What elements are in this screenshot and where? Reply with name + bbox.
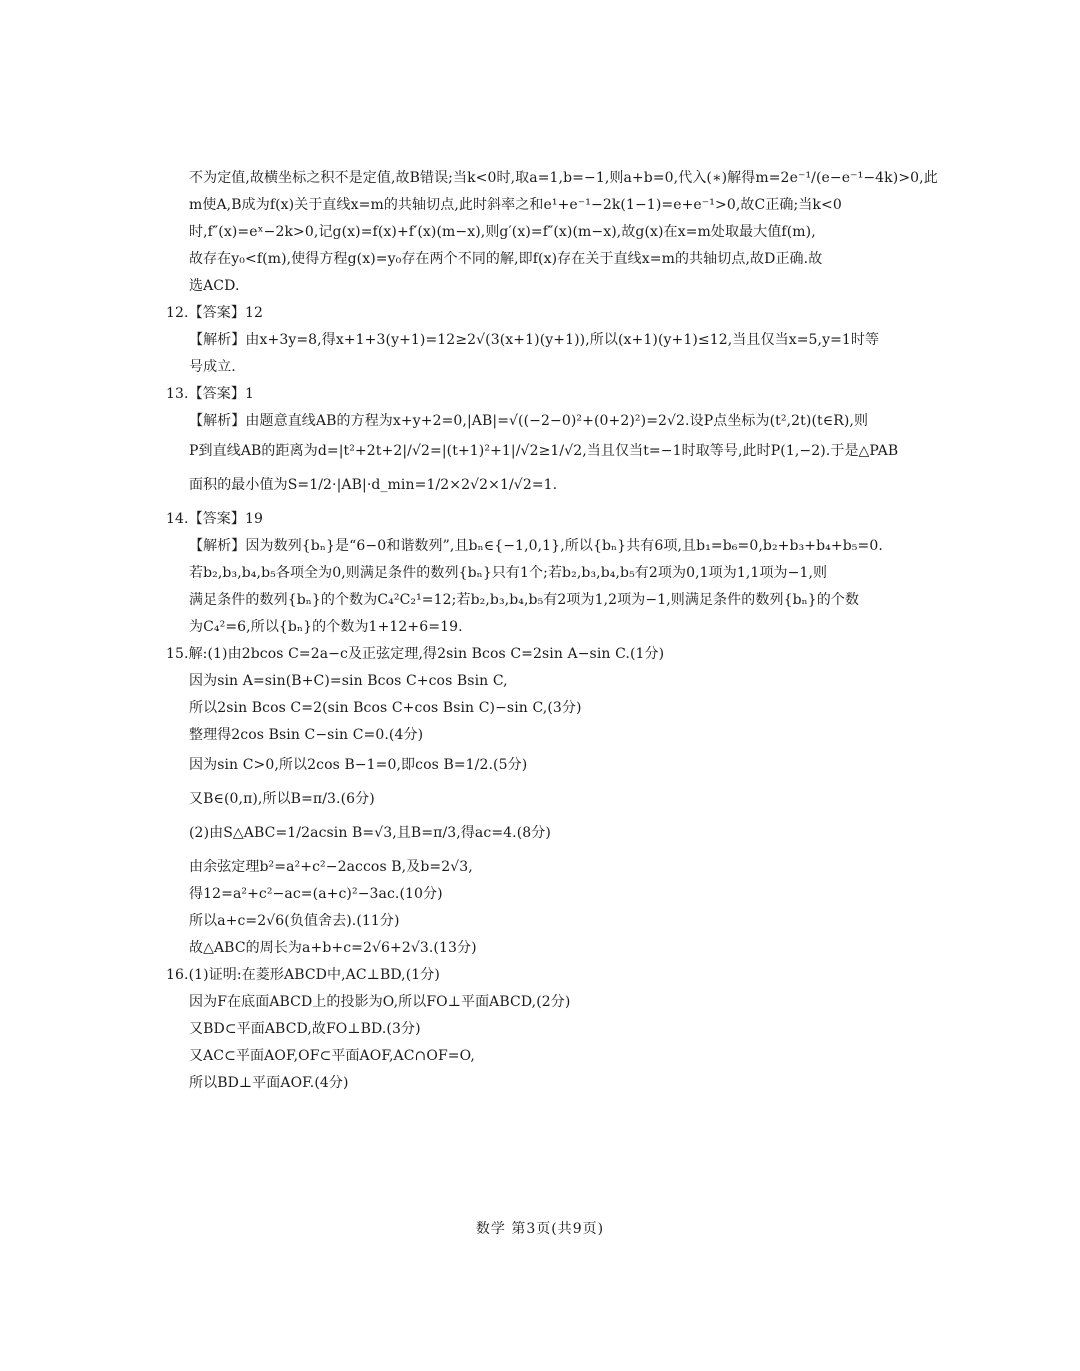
solution-line: 号成立. — [189, 359, 236, 375]
solution-line: 为C₄²=6,所以{bₙ}的个数为1+12+6=19. — [189, 619, 463, 635]
solution-line: 因为sin C>0,所以2cos B−1=0,即cos B=1/2.(5分) — [189, 757, 528, 773]
solution-line: 又B∈(0,π),所以B=π/3.(6分) — [189, 791, 375, 807]
solution-line: 所以2sin Bcos C=2(sin Bcos C+cos Bsin C)−sin C,(3分) — [189, 700, 582, 716]
solution-line: 故△ABC的周长为a+b+c=2√6+2√3.(13分) — [189, 940, 477, 956]
solution-line: 【解析】因为数列{bₙ}是“6−0和谐数列”,且bₙ∈{−1,0,1},所以{bₙ}共有6项,且b₁=b₆=0,b₂+b₃+b₄+b₅=0. — [189, 538, 883, 554]
solution-line: (2)由S△ABC=1/2acsin B=√3,且B=π/3,得ac=4.(8分) — [189, 825, 551, 841]
solution-line: 若b₂,b₃,b₄,b₅各项全为0,则满足条件的数列{bₙ}只有1个;若b₂,b₃,b₄,b₅有2项为0,1项为1,1项为−1,则 — [189, 565, 828, 581]
text-line: 时,f″(x)=eˣ−2k>0,记g(x)=f(x)+f′(x)(m−x),则g′(x)=f″(x)(m−x),故g(x)在x=m处取最大值f(m), — [189, 224, 816, 240]
solution-line: 由余弦定理b²=a²+c²−2accos B,及b=2√3, — [189, 859, 473, 875]
text-line: 不为定值,故横坐标之积不是定值,故B错误;当k<0时,取a=1,b=−1,则a+b=0,代入(∗)解得m=2e⁻¹/(e−e⁻¹−4k)>0,此 — [189, 170, 938, 186]
solution-line: 整理得2cos Bsin C−sin C=0.(4分) — [189, 727, 424, 743]
solution-line: 又BD⊂平面ABCD,故FO⊥BD.(3分) — [189, 1021, 421, 1037]
solution-line: 面积的最小值为S=1/2·|AB|·d_min=1/2×2√2×1/√2=1. — [189, 477, 558, 493]
solution-line: 又AC⊂平面AOF,OF⊂平面AOF,AC∩OF=O, — [189, 1048, 475, 1064]
problem-heading-16: 16.(1)证明:在菱形ABCD中,AC⊥BD,(1分) — [166, 967, 440, 983]
answer-heading-14: 14.【答案】19 — [166, 511, 263, 527]
solution-line: 所以BD⊥平面AOF.(4分) — [189, 1075, 349, 1091]
text-line: 选ACD. — [189, 278, 240, 294]
text-line: 故存在y₀<f(m),使得方程g(x)=y₀存在两个不同的解,即f(x)存在关于直线x=m的共轴切点,故D正确.故 — [189, 251, 823, 267]
solution-line: 因为sin A=sin(B+C)=sin Bcos C+cos Bsin C, — [189, 673, 508, 689]
page-footer: 数学 第3页(共9页) — [475, 1221, 605, 1237]
solution-line: 【解析】由题意直线AB的方程为x+y+2=0,|AB|=√((−2−0)²+(0+2)²)=2√2.设P点坐标为(t²,2t)(t∈R),则 — [189, 413, 869, 429]
solution-line: P到直线AB的距离为d=|t²+2t+2|/√2=|(t+1)²+1|/√2≥1/√2,当且仅当t=−1时取等号,此时P(1,−2).于是△PAB — [189, 443, 899, 459]
solution-line: 【解析】由x+3y=8,得x+1+3(y+1)=12≥2√(3(x+1)(y+1)),所以(x+1)(y+1)≤12,当且仅当x=5,y=1时等 — [189, 332, 880, 348]
solution-line: 因为F在底面ABCD上的投影为O,所以FO⊥平面ABCD,(2分) — [189, 994, 571, 1010]
answer-heading-12: 12.【答案】12 — [166, 305, 263, 321]
problem-heading-15: 15.解:(1)由2bcos C=2a−c及正弦定理,得2sin Bcos C=2sin A−sin C.(1分) — [166, 646, 665, 662]
text-line: m使A,B成为f(x)关于直线x=m的共轴切点,此时斜率之和e¹+e⁻¹−2k(1−1)=e+e⁻¹>0,故C正确;当k<0 — [189, 197, 842, 213]
solution-line: 所以a+c=2√6(负值舍去).(11分) — [189, 913, 400, 929]
answer-heading-13: 13.【答案】1 — [166, 386, 254, 402]
solution-line: 得12=a²+c²−ac=(a+c)²−3ac.(10分) — [189, 886, 443, 902]
document-body — [166, 168, 938, 1100]
solution-line: 满足条件的数列{bₙ}的个数为C₄²C₂¹=12;若b₂,b₃,b₄,b₅有2项为1,2项为−1,则满足条件的数列{bₙ}的个数 — [189, 592, 860, 608]
